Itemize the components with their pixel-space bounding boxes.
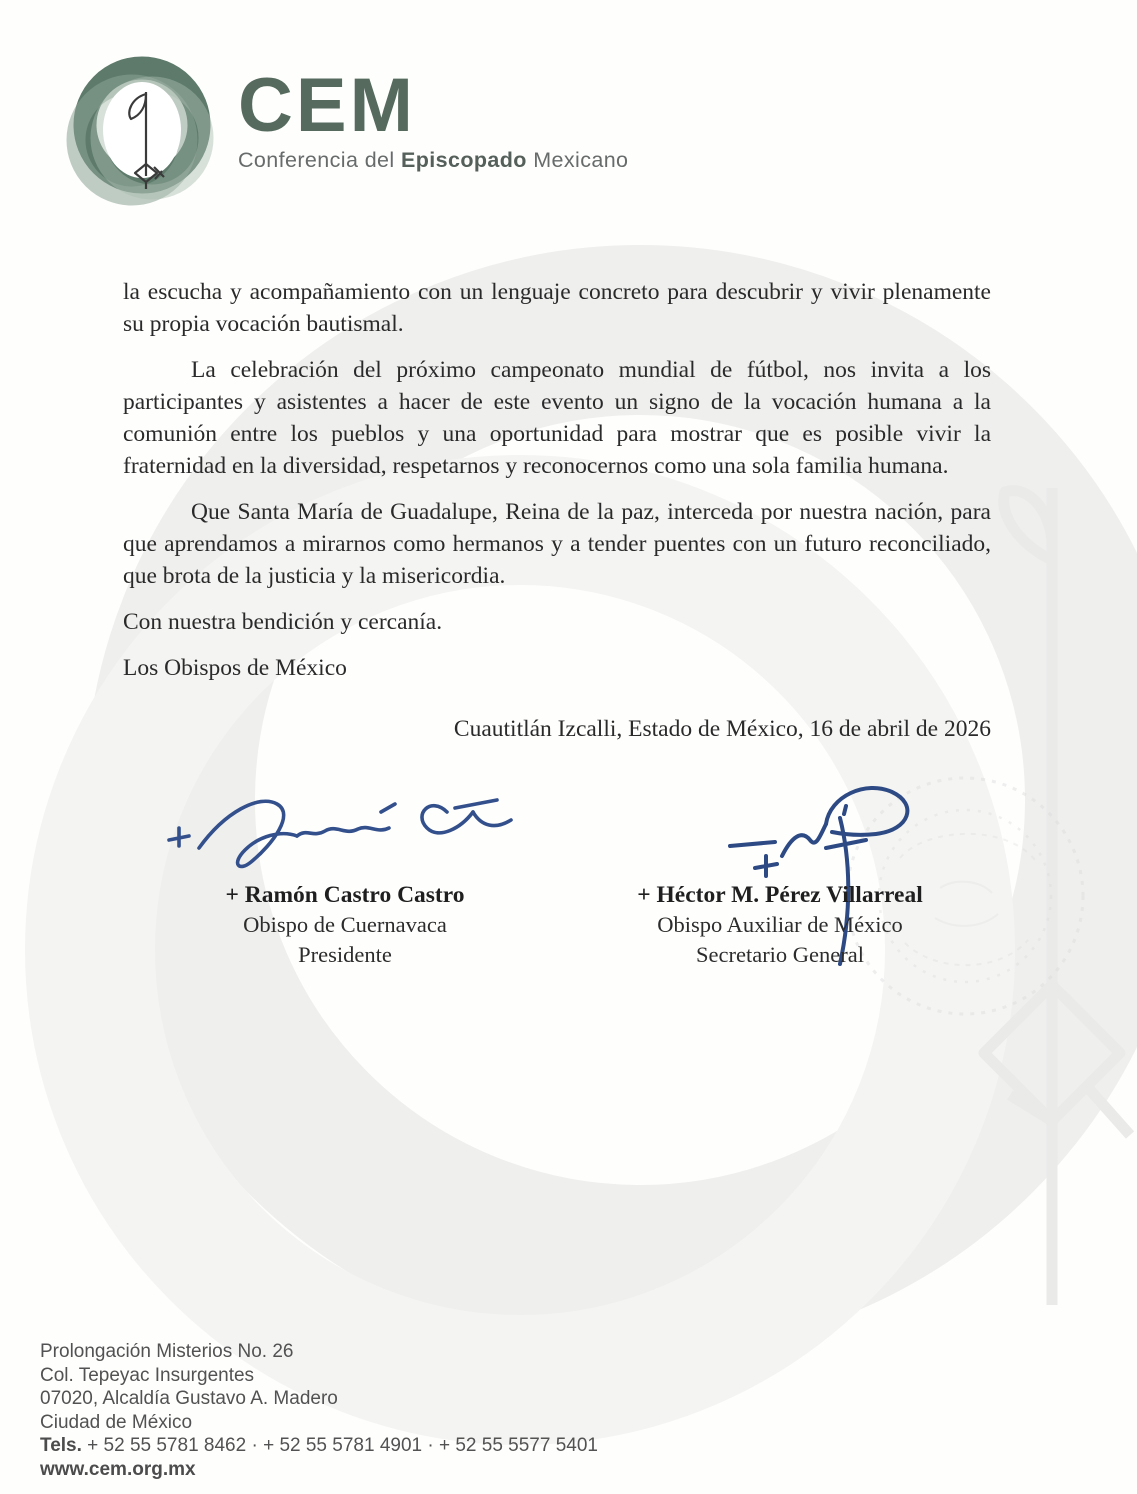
signature-ramon-castro bbox=[155, 778, 535, 874]
footer-address-block bbox=[40, 1340, 598, 1481]
signatory-title: Obispo Auxiliar de México bbox=[657, 912, 903, 937]
dateline: Cuautitlán Izcalli, Estado de México, 16 de abril de 2026 bbox=[453, 716, 991, 742]
signature-hector-perez bbox=[630, 778, 930, 874]
cem-subtitle bbox=[238, 148, 628, 173]
tels-label: Tels. bbox=[40, 1435, 82, 1456]
address-line: Col. Tepeyac Insurgentes bbox=[40, 1364, 255, 1386]
signatory-secretary bbox=[585, 778, 975, 970]
signatory-title: Obispo de Cuernavaca bbox=[243, 912, 447, 937]
website-url: www.cem.org.mx bbox=[40, 1458, 196, 1480]
subtitle-bold: Episcopado bbox=[400, 148, 527, 172]
letterhead bbox=[62, 52, 628, 210]
signatory-name: + Héctor M. Pérez Villarreal bbox=[637, 882, 923, 908]
signatory-name: + Ramón Castro Castro bbox=[225, 882, 465, 908]
signatory-role: Secretario General bbox=[695, 942, 865, 967]
closing-signoff: Los Obispos de México bbox=[123, 655, 347, 681]
paragraph-3: Que Santa María de Guadalupe, Reina de la paz, interceda por nuestra nación, para que aprendamos a mirarnos como hermanos y a tender puentes con un futuro reconciliado, que brota de la justicia y la misericordia. bbox=[123, 499, 991, 589]
signature-section bbox=[0, 778, 1137, 1038]
closing-blessing: Con nuestra bendición y cercanía. bbox=[123, 609, 443, 635]
letter-body bbox=[123, 276, 991, 745]
signatory-president bbox=[150, 778, 540, 970]
phone-numbers bbox=[40, 1434, 598, 1458]
signatory-role: Presidente bbox=[298, 942, 392, 967]
paragraph-2: La celebración del próximo campeonato mundial de fútbol, nos invita a los participantes y asistentes a hacer de este evento un signo de la vocación humana a la comunión entre los pueblos y una oportunidad para mostrar que es posible vivir la fraternidad en la diversidad, respetarnos y reconocernos como una sola familia humana. bbox=[123, 357, 991, 479]
address-line: Prolongación Misterios No. 26 bbox=[40, 1341, 294, 1362]
paragraph-1: la escucha y acompañamiento con un lenguaje concreto para descubrir y vivir plenamente su propia vocación bautismal. bbox=[123, 279, 991, 337]
address-line: 07020, Alcaldía Gustavo A. Madero bbox=[40, 1388, 338, 1409]
tels-numbers: + 52 55 5781 8462 · + 52 55 5781 4901 · + 52 55 5577 5401 bbox=[81, 1435, 598, 1456]
cem-acronym: CEM bbox=[238, 63, 416, 148]
cem-logo-icon bbox=[62, 52, 224, 210]
subtitle-suffix: Mexicano bbox=[526, 148, 629, 172]
subtitle-prefix: Conferencia del bbox=[238, 148, 401, 172]
address-line: Ciudad de México bbox=[40, 1411, 193, 1433]
